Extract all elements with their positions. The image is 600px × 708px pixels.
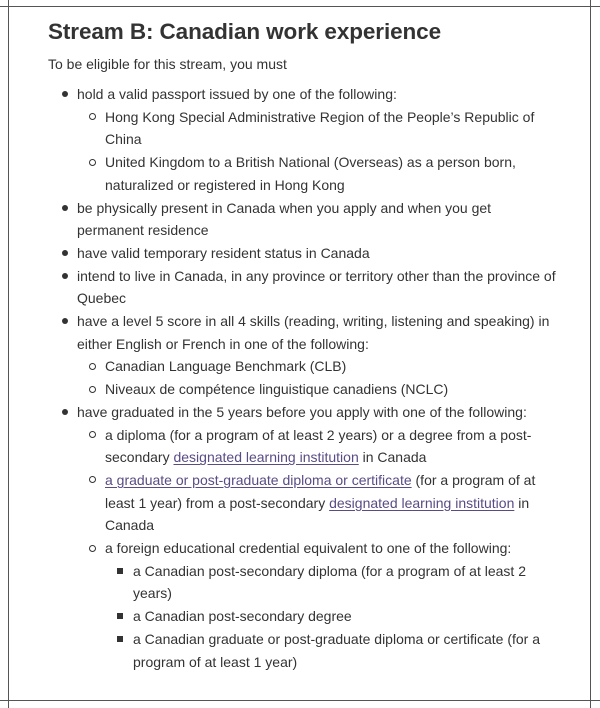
graduate-diploma-certificate-link[interactable]: a graduate or post-graduate diploma or certificate [105, 471, 412, 488]
frame-top-line [0, 6, 600, 7]
frame-right-line [590, 0, 591, 708]
list-item-graduated [48, 401, 558, 673]
sublist-item: Niveaux de compétence linguistique canadiens (NCLC) [48, 378, 558, 401]
graduate-text-middle: (for a program of at least 1 year) from a post-secondary [105, 471, 536, 511]
nested-list-item: a Canadian graduate or post-graduate diploma or certificate (for a program of at least 1 year) [48, 628, 558, 673]
list-item-text: have a level 5 score in all 4 skills (reading, writing, listening and speaking) in either English or French in one of the following: [77, 313, 550, 352]
list-item-language [48, 310, 558, 401]
graduated-sublist [48, 424, 558, 674]
designated-learning-institution-link[interactable]: designated learning institution [329, 494, 515, 511]
list-item-intend: intend to live in Canada, in any province or territory other than the province of Quebec [48, 265, 558, 310]
sublist-item-graduate [48, 469, 558, 537]
sublist-item: United Kingdom to a British National (Overseas) as a person born, naturalized or registered in Hong Kong [48, 151, 558, 196]
list-item-text: hold a valid passport issued by one of the following: [77, 86, 397, 102]
list-item-status: have valid temporary resident status in Canada [48, 242, 558, 265]
intro-text: To be eligible for this stream, you must [48, 56, 287, 72]
sublist-item-text: a foreign educational credential equivalent to one of the following: [105, 540, 512, 557]
list-item-passport [48, 83, 558, 197]
sublist-item: Canadian Language Benchmark (CLB) [48, 355, 558, 378]
diploma-text-after: in Canada [358, 449, 427, 466]
document-content [48, 16, 558, 673]
foreign-credential-sublist [48, 560, 558, 674]
nested-list-item: a Canadian post-secondary diploma (for a program of at least 2 years) [48, 560, 558, 605]
designated-learning-institution-link[interactable]: designated learning institution [173, 449, 359, 466]
eligibility-list [48, 83, 558, 673]
nested-list-item: a Canadian post-secondary degree [48, 605, 558, 628]
sublist-item: Hong Kong Special Administrative Region of the People’s Republic of China [48, 106, 558, 151]
list-item-text: have graduated in the 5 years before you apply with one of the following: [77, 403, 527, 420]
sublist-item-foreign [48, 537, 558, 673]
language-sublist [48, 355, 558, 400]
frame-bottom-line [0, 700, 600, 701]
diploma-text-before: a diploma (for a program of at least 2 years) or a degree from a post-secondary [105, 426, 532, 466]
sublist-item-diploma [48, 424, 558, 469]
graduate-text-after: in Canada [105, 494, 530, 534]
list-item-present: be physically present in Canada when you apply and when you get permanent residence [48, 197, 558, 242]
passport-sublist [48, 106, 558, 197]
page-title: Stream B: Canadian work experience [48, 19, 441, 44]
frame-left-line [8, 0, 9, 708]
